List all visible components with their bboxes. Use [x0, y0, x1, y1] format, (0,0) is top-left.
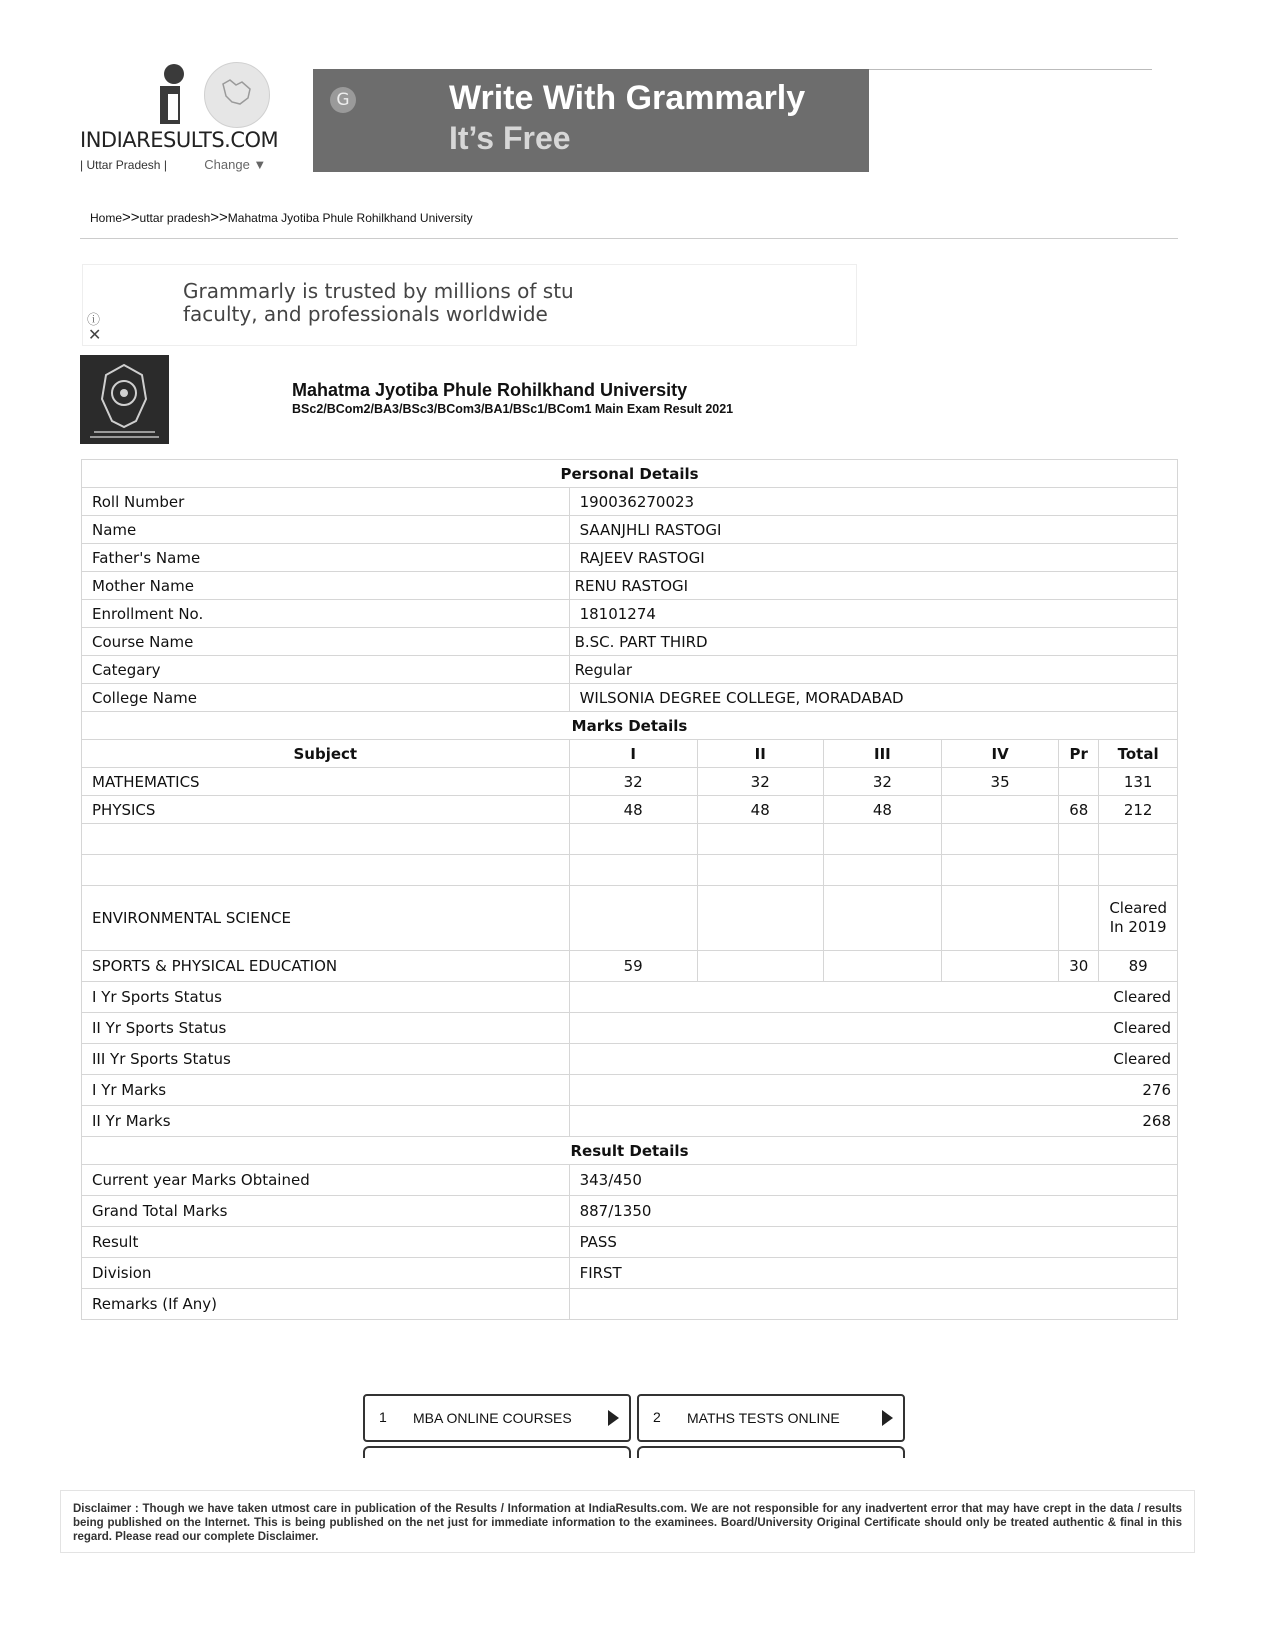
divider [80, 238, 1178, 239]
mark-cell: 48 [569, 796, 697, 824]
link-mba-online-courses[interactable] [363, 1394, 631, 1442]
row-label: II Yr Marks [82, 1106, 570, 1137]
table-row [82, 684, 1178, 712]
state-map-icon [220, 76, 254, 110]
row-label: I Yr Marks [82, 1075, 570, 1106]
empty-row [82, 824, 1178, 855]
subject-name: PHYSICS [82, 796, 570, 824]
row-label: II Yr Sports Status [82, 1013, 570, 1044]
breadcrumb-separator: >> [122, 209, 140, 226]
status-value: 276 [569, 1075, 1177, 1106]
mark-cell: 35 [941, 768, 1058, 796]
disclaimer [60, 1490, 1195, 1553]
row-label: Roll Number [82, 488, 570, 516]
breadcrumb-separator: >> [210, 209, 228, 226]
row-label: Mother Name [82, 572, 570, 600]
play-arrow-icon [882, 1410, 893, 1426]
student-name: SAANJHLI RASTOGI [569, 516, 1177, 544]
divider [869, 69, 1152, 70]
status-value: Cleared [569, 982, 1177, 1013]
column-header: II [697, 740, 823, 768]
link-number: 2 [653, 1409, 661, 1425]
table-row [82, 1106, 1178, 1137]
table-row [82, 656, 1178, 684]
link-partial[interactable] [637, 1446, 905, 1458]
grammarly-text-ad[interactable] [82, 264, 857, 346]
table-row [82, 572, 1178, 600]
mark-cell [1059, 768, 1099, 796]
ad-text-line1: Grammarly is trusted by millions of stu [183, 280, 574, 303]
mark-cell: 32 [569, 768, 697, 796]
exam-title: BSc2/BCom2/BA3/BSc3/BCom3/BA1/BSc1/BCom1 Main Exam Result 2021 [292, 402, 734, 416]
mother-name: RENU RASTOGI [569, 572, 1177, 600]
link-maths-tests-online[interactable] [637, 1394, 905, 1442]
results-table [81, 459, 1178, 1320]
info-icon[interactable]: ⓘ [87, 312, 101, 327]
row-label: Remarks (If Any) [82, 1289, 570, 1320]
total-cell: 212 [1099, 796, 1178, 824]
course-name: B.SC. PART THIRD [569, 628, 1177, 656]
ad-text [183, 280, 633, 326]
table-row [82, 488, 1178, 516]
university-emblem [80, 355, 169, 444]
table-row [82, 951, 1178, 982]
row-label: Current year Marks Obtained [82, 1165, 570, 1196]
grammarly-ad-banner[interactable] [313, 69, 869, 172]
status-value: Cleared [569, 1044, 1177, 1075]
subject-name: MATHEMATICS [82, 768, 570, 796]
row-label: Division [82, 1258, 570, 1289]
table-row [82, 1289, 1178, 1320]
division: FIRST [569, 1258, 1177, 1289]
row-label: Categary [82, 656, 570, 684]
disclaimer-text: Though we have taken utmost care in publication of the Results / Information at IndiaResults.com. We are not responsible for any inadvertent error that may have crept in the data / results being published on the Internet. This is being published on the net just for immediate information to the examinees. Board/University Original Certificate should only be treated authentic & final in this regard. Please read our complete [73, 1503, 1182, 1543]
grand-total-marks: 887/1350 [569, 1196, 1177, 1227]
site-logo[interactable] [80, 62, 280, 172]
status-value: 268 [569, 1106, 1177, 1137]
breadcrumb-university[interactable]: Mahatma Jyotiba Phule Rohilkhand University [227, 211, 473, 225]
table-row [82, 1227, 1178, 1258]
empty-row [82, 855, 1178, 886]
marks-header-row [82, 740, 1178, 768]
column-header: IV [941, 740, 1058, 768]
total-cell: 89 [1099, 951, 1178, 982]
table-row [82, 886, 1178, 951]
total-cell: Cleared In 2019 [1099, 886, 1178, 951]
table-row [82, 1044, 1178, 1075]
table-row [82, 1165, 1178, 1196]
link-label: MATHS TESTS ONLINE [687, 1410, 840, 1426]
table-row [82, 1075, 1178, 1106]
column-header: Pr [1059, 740, 1099, 768]
person-silhouette-icon [154, 64, 194, 126]
breadcrumb-state[interactable]: uttar pradesh [139, 211, 211, 225]
mark-cell [941, 796, 1058, 824]
mark-cell: 32 [697, 768, 823, 796]
table-row [82, 1196, 1178, 1227]
disclaimer-prefix: Disclaimer : [73, 1503, 143, 1515]
link-number: 1 [379, 1409, 387, 1425]
table-row [82, 600, 1178, 628]
change-state-link[interactable]: Change ▼ [204, 157, 267, 172]
table-row [82, 982, 1178, 1013]
mark-cell: 59 [569, 951, 697, 982]
university-name: Mahatma Jyotiba Phule Rohilkhand University [292, 380, 688, 400]
mark-cell: 30 [1059, 951, 1099, 982]
state-label: | Uttar Pradesh | [80, 158, 167, 172]
mark-cell: 68 [1059, 796, 1099, 824]
section-title-personal: Personal Details [82, 460, 1178, 488]
ad-text-line2: faculty, and professionals worldwide [183, 302, 548, 326]
disclaimer-link[interactable]: Disclaimer. [257, 1531, 319, 1543]
play-arrow-icon [608, 1410, 619, 1426]
subject-name: SPORTS & PHYSICAL EDUCATION [82, 951, 570, 982]
table-row [82, 768, 1178, 796]
table-row [82, 628, 1178, 656]
state-selector [80, 157, 266, 172]
row-label: Enrollment No. [82, 600, 570, 628]
close-icon[interactable]: ✕ [88, 327, 102, 344]
row-label: Name [82, 516, 570, 544]
mark-cell: 32 [823, 768, 941, 796]
table-row [82, 1258, 1178, 1289]
row-label: Result [82, 1227, 570, 1258]
category: Regular [569, 656, 1177, 684]
remarks [569, 1289, 1177, 1320]
ad-subheadline: It’s Free [449, 120, 571, 156]
breadcrumb [90, 209, 473, 226]
row-label: III Yr Sports Status [82, 1044, 570, 1075]
link-label: MBA ONLINE COURSES [413, 1410, 572, 1426]
table-row [82, 796, 1178, 824]
enrollment-number: 18101274 [569, 600, 1177, 628]
row-label: Grand Total Marks [82, 1196, 570, 1227]
grammarly-g-icon: G [330, 87, 356, 113]
row-label: College Name [82, 684, 570, 712]
table-row [82, 516, 1178, 544]
college-name: WILSONIA DEGREE COLLEGE, MORADABAD [569, 684, 1177, 712]
breadcrumb-home[interactable]: Home [90, 211, 123, 225]
mark-cell: 48 [823, 796, 941, 824]
row-label: Course Name [82, 628, 570, 656]
ad-headline: Write With Grammarly [449, 79, 806, 117]
column-header: Subject [82, 740, 570, 768]
table-row [82, 1013, 1178, 1044]
row-label: Father's Name [82, 544, 570, 572]
section-title-result: Result Details [82, 1137, 1178, 1165]
father-name: RAJEEV RASTOGI [569, 544, 1177, 572]
section-title-marks: Marks Details [82, 712, 1178, 740]
row-label: I Yr Sports Status [82, 982, 570, 1013]
column-header: III [823, 740, 941, 768]
total-cell: 131 [1099, 768, 1178, 796]
result-status: PASS [569, 1227, 1177, 1258]
link-partial[interactable] [363, 1446, 631, 1458]
mark-cell: 48 [697, 796, 823, 824]
status-value: Cleared [569, 1013, 1177, 1044]
subject-name: ENVIRONMENTAL SCIENCE [82, 886, 570, 951]
site-logo-text: INDIARESULTS.COM [80, 128, 279, 152]
current-year-marks: 343/450 [569, 1165, 1177, 1196]
table-row [82, 544, 1178, 572]
roll-number: 190036270023 [569, 488, 1177, 516]
column-header: Total [1099, 740, 1178, 768]
column-header: I [569, 740, 697, 768]
